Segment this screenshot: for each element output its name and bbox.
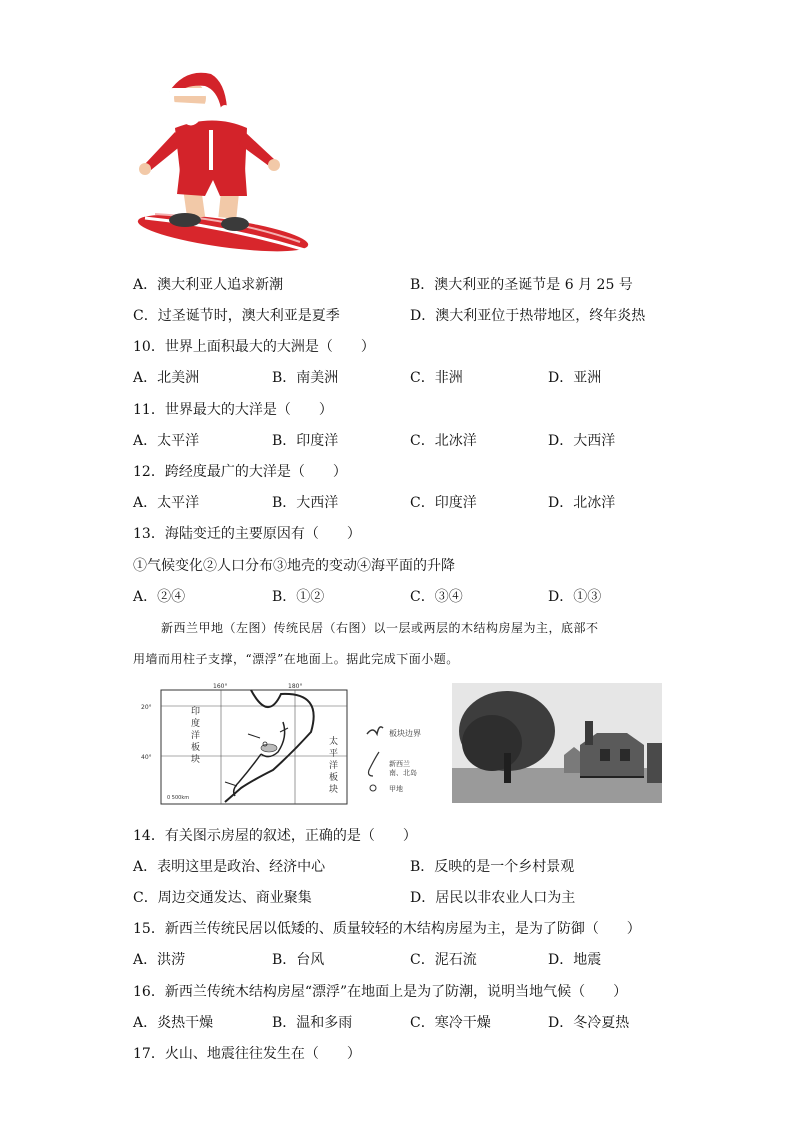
q9-option-a: A．澳大利亚人追求新潮 — [133, 277, 284, 293]
q16-option-d: D．冬冷夏热 — [548, 1015, 630, 1031]
q15-stem: 15．新西兰传统民居以低矮的、质量较轻的木结构房屋为主，是为了防御（ ） — [133, 921, 641, 937]
indian-plate-label-5: 块 — [191, 755, 201, 765]
q11-option-d: D．大西洋 — [548, 433, 616, 449]
indian-plate-label-3: 洋 — [191, 731, 201, 741]
pacific-plate-label-1: 太 — [329, 737, 339, 747]
q13-option-b: B．①② — [272, 589, 325, 605]
passage-line-1: 新西兰甲地（左图）传统民居（右图）以一层或两层的木结构房屋为主，底部不 — [161, 621, 599, 635]
q14-option-d: D．居民以非农业人口为主 — [410, 890, 576, 906]
q10-option-d: D．亚洲 — [548, 370, 602, 386]
q15-option-c: C．泥石流 — [410, 952, 477, 968]
q11-option-a: A．太平洋 — [133, 433, 200, 449]
indian-plate-label-4: 板 — [191, 743, 201, 753]
wooden-house-photo — [452, 683, 662, 803]
q10-option-c: C．非洲 — [410, 370, 463, 386]
q12-option-a: A．太平洋 — [133, 495, 200, 511]
indian-plate-label-1: 印 — [191, 707, 201, 717]
pacific-plate-label-4: 板 — [329, 773, 339, 783]
q11-option-b: B．印度洋 — [272, 433, 339, 449]
passage-line-2: 用墙而用柱子支撑，“漂浮”在地面上。据此完成下面小题。 — [133, 652, 459, 666]
q16-option-b: B．温和多雨 — [272, 1015, 353, 1031]
santa-surfing-image — [135, 68, 310, 260]
q13-stem: 13．海陆变迁的主要原因有（ ） — [133, 526, 361, 542]
scale-label: 0 500km — [167, 795, 190, 801]
pacific-plate-label-2: 平 — [329, 749, 339, 759]
q13-items: ①气候变化②人口分布③地壳的变动④海平面的升降 — [133, 558, 455, 574]
new-zealand-plate-map — [133, 682, 348, 806]
q14-option-a: A．表明这里是政治、经济中心 — [133, 859, 326, 875]
q9-option-c: C．过圣诞节时，澳大利亚是夏季 — [133, 308, 340, 324]
q10-option-a: A．北美洲 — [133, 370, 200, 386]
q14-option-c: C．周边交通发达、商业聚集 — [133, 890, 312, 906]
legend-boundary-label: 板块边界 — [389, 729, 421, 738]
q13-option-a: A．②④ — [133, 589, 186, 605]
q16-option-a: A．炎热干燥 — [133, 1015, 214, 1031]
legend-nz-label-1: 新西兰 — [389, 760, 410, 768]
legend-jia-label: 甲地 — [389, 785, 403, 793]
q17-stem: 17．火山、地震往往发生在（ ） — [133, 1046, 361, 1062]
q15-option-b: B．台风 — [272, 952, 325, 968]
q10-option-b: B．南美洲 — [272, 370, 339, 386]
q14-stem: 14．有关图示房屋的叙述，正确的是（ ） — [133, 828, 417, 844]
q9-option-d: D．澳大利亚位于热带地区，终年炎热 — [410, 308, 646, 324]
q15-option-a: A．洪涝 — [133, 952, 186, 968]
q10-stem: 10．世界上面积最大的大洲是（ ） — [133, 339, 375, 355]
map-legend — [365, 720, 450, 796]
pacific-plate-label-3: 洋 — [329, 761, 339, 771]
q13-option-d: D．①③ — [548, 589, 602, 605]
pacific-plate-label-5: 块 — [329, 785, 339, 795]
q16-option-c: C．寒冷干燥 — [410, 1015, 491, 1031]
q12-option-d: D．北冰洋 — [548, 495, 616, 511]
q12-option-b: B．大西洋 — [272, 495, 339, 511]
lon-160-label: 160° — [213, 683, 228, 690]
q16-stem: 16．新西兰传统木结构房屋“漂浮”在地面上是为了防潮，说明当地气候（ ） — [133, 984, 628, 1000]
lat-40-label: 40° — [141, 754, 152, 761]
q12-option-c: C．印度洋 — [410, 495, 477, 511]
q14-option-b: B．反映的是一个乡村景观 — [410, 859, 575, 875]
q11-option-c: C．北冰洋 — [410, 433, 477, 449]
q12-stem: 12．跨经度最广的大洋是（ ） — [133, 464, 347, 480]
lon-180-label: 180° — [288, 683, 303, 690]
q13-option-c: C．③④ — [410, 589, 463, 605]
q11-stem: 11．世界最大的大洋是（ ） — [133, 402, 333, 418]
q15-option-d: D．地震 — [548, 952, 602, 968]
lat-20-label: 20° — [141, 704, 152, 711]
legend-nz-label-2: 南、北岛 — [389, 769, 417, 777]
indian-plate-label-2: 度 — [191, 719, 201, 729]
q9-option-b: B．澳大利亚的圣诞节是 6 月 25 号 — [410, 277, 633, 293]
